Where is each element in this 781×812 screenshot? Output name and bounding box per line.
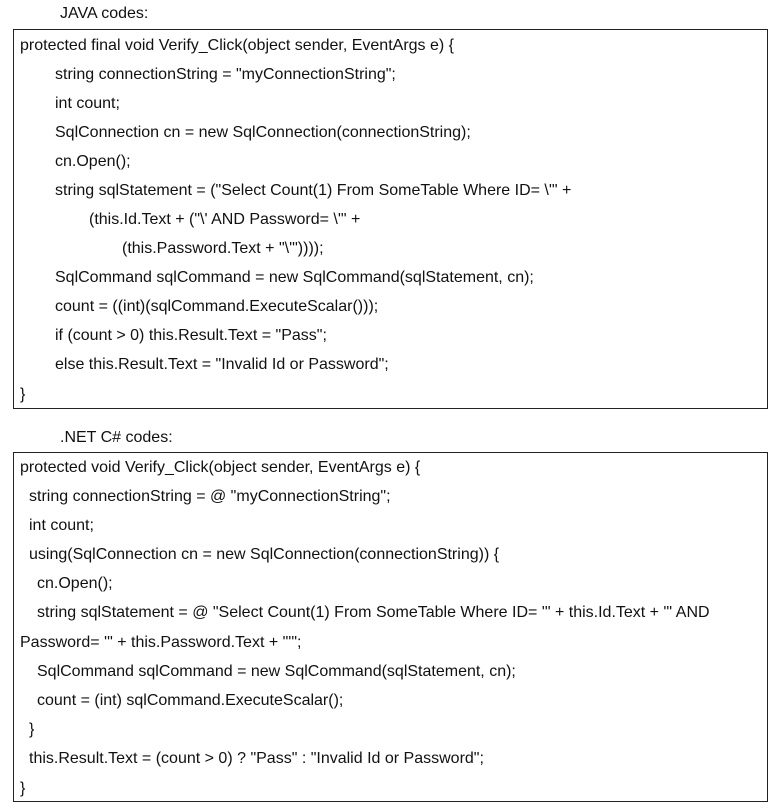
csharp-code-line: this.Result.Text = (count > 0) ? "Pass" : "Invalid Id or Password"; — [29, 750, 484, 767]
java-code-line: else this.Result.Text = "Invalid Id or Password"; — [55, 356, 389, 373]
csharp-code-line: string connectionString = @ "myConnectionString"; — [29, 488, 391, 505]
java-code-line: int count; — [55, 95, 120, 112]
java-code-line: if (count > 0) this.Result.Text = "Pass"; — [55, 327, 327, 344]
csharp-code-line: Password= '" + this.Password.Text + "'"; — [20, 634, 302, 651]
csharp-code-line: string sqlStatement = @ "Select Count(1) From SomeTable Where ID= '" + this.Id.Text + "' AND — [37, 604, 710, 621]
java-code-line: (this.Id.Text + ("\' AND Password= \'" + — [89, 211, 361, 228]
csharp-code-line: count = (int) sqlCommand.ExecuteScalar(); — [37, 692, 344, 709]
csharp-code-line: } — [29, 721, 35, 738]
java-code-line: count = ((int)(sqlCommand.ExecuteScalar())); — [55, 298, 379, 315]
java-code-line: SqlConnection cn = new SqlConnection(connectionString); — [55, 124, 471, 141]
java-code-line: string sqlStatement = ("Select Count(1) From SomeTable Where ID= \'" + — [55, 182, 572, 199]
csharp-code-line: protected void Verify_Click(object sender, EventArgs e) { — [20, 459, 421, 476]
csharp-code-line: int count; — [29, 517, 94, 534]
java-code-line: (this.Password.Text + "\'")))); — [122, 240, 324, 257]
java-code-line: SqlCommand sqlCommand = new SqlCommand(sqlStatement, cn); — [55, 269, 534, 286]
csharp-code-line: } — [20, 780, 26, 797]
csharp-code-line: using(SqlConnection cn = new SqlConnection(connectionString)) { — [29, 546, 500, 563]
csharp-code-line: SqlCommand sqlCommand = new SqlCommand(sqlStatement, cn); — [37, 663, 516, 680]
csharp-code-line: cn.Open(); — [37, 575, 113, 592]
java-section-title: JAVA codes: — [60, 5, 149, 22]
csharp-section-title: .NET C# codes: — [60, 429, 173, 446]
java-code-line: } — [20, 386, 26, 403]
java-code-line: cn.Open(); — [55, 153, 131, 170]
java-code-line: string connectionString = "myConnectionString"; — [55, 66, 396, 83]
java-code-line: protected final void Verify_Click(object sender, EventArgs e) { — [20, 37, 454, 54]
